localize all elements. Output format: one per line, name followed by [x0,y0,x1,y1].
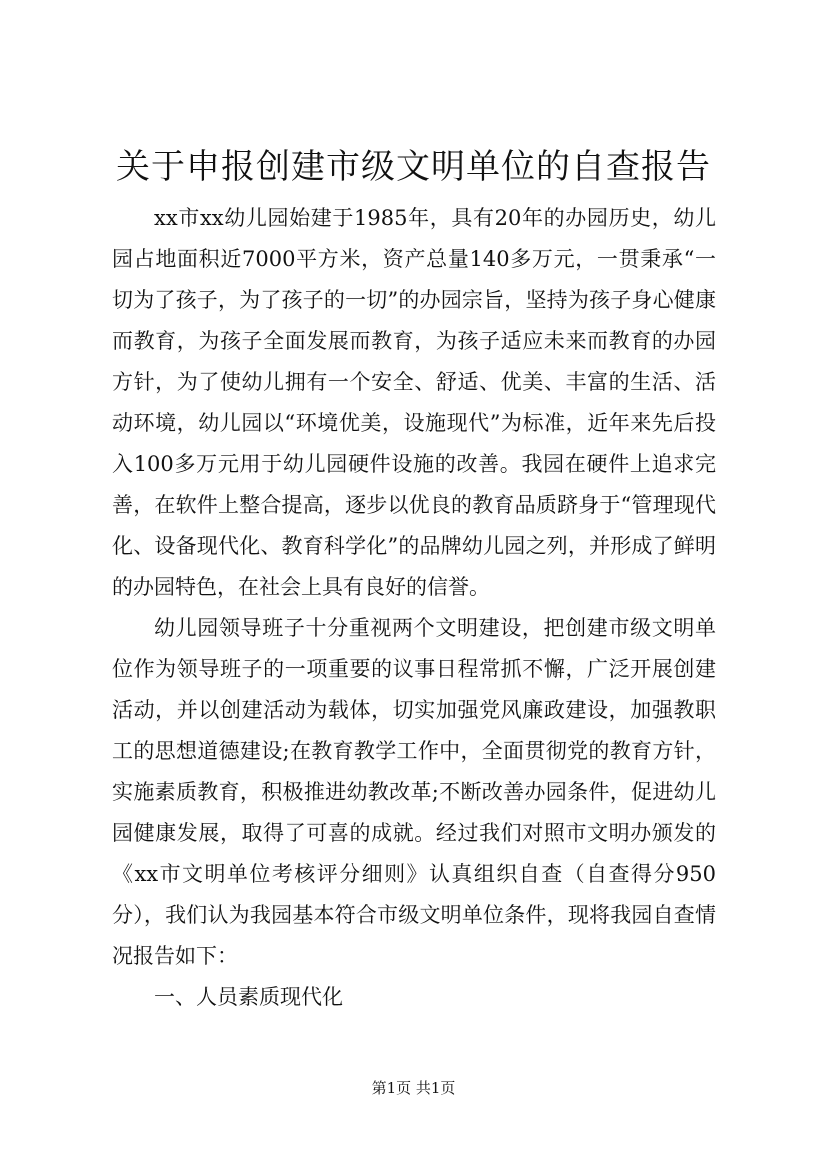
page-footer [0,1078,827,1098]
document-body [112,198,716,1018]
page-title: 关于申报创建市级文明单位的自查报告 [116,147,711,187]
section-heading: 一、人员素质现代化 [154,985,343,1009]
paragraph-leadership: 幼儿园领导班子十分重视两个文明建设，把创建市级文明单位作为领导班子的一项重要的议事日程常抓不懈，广泛开展创建活动，并以创建活动为载体，切实加强党风廉政建设，加强教职工的思想道德建设;在教育教学工作中，全面贯彻党的教育方针，实施素质教育，积极推进幼教改革;不断改善办园条件，促进幼儿园健康发展，取得了可喜的成就。经过我们对照市文明办颁发的《xx市文明单位考核评分细则》认真组织自查（自查得分950分），我们认为我园基本符合市级文明单位条件，现将我园自查情况报告如下： [112,616,716,968]
paragraph-intro: xx市xx幼儿园始建于1985年，具有20年的办园历史，幼儿园占地面积近7000平方米，资产总量140多万元，一贯秉承“一切为了孩子，为了孩子的一切”的办园宗旨，坚持为孩子身心健康而教育，为孩子全面发展而教育，为孩子适应未来而教育的办园方针，为了使幼儿拥有一个安全、舒适、优美、丰富的生活、活动环境，幼儿园以“环境优美，设施现代”为标准，近年来先后投入100多万元用于幼儿园硬件设施的改善。我园在硬件上追求完善，在软件上整合提高，逐步以优良的教育品质跻身于“管理现代化、设备现代化、教育科学化”的品牌幼儿园之列，并形成了鲜明的办园特色，在社会上具有良好的信誉。 [112,206,716,599]
page-number-label: 第1页 共1页 [371,1079,456,1097]
